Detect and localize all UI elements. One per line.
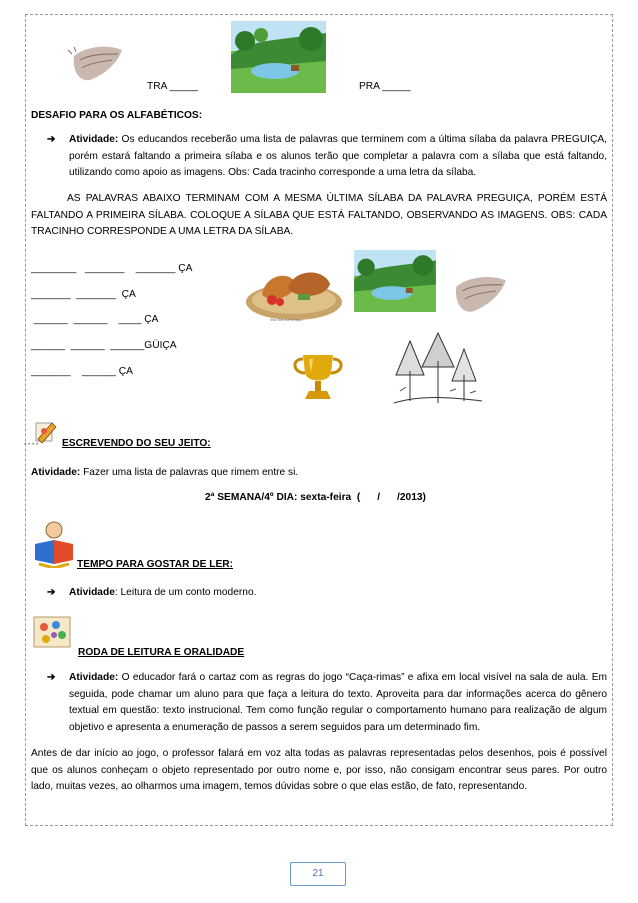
activity-label: Atividade: [69, 587, 115, 598]
activity-label: Atividade:: [69, 134, 119, 145]
activity-text: Os educandos receberão uma lista de palavras que terminem com a última sílaba da palavra PREGUIÇA, porém estará faltando a primeira sílaba e os alunos terão que completar a palavra com a sílaba que está faltando, utilizando como apoio as imagens. Obs: Cada tracinho corresponde a uma letra da sílaba.: [69, 134, 607, 179]
reading-circle-icon: [32, 611, 72, 651]
arrow-icon: ➔: [47, 672, 56, 683]
stars-decoration: * * * *: [24, 443, 39, 449]
roda-heading: RODA DE LEITURA E ORALIDADE: [78, 647, 245, 658]
activity-label: Atividade:: [31, 467, 81, 478]
trophy-image: [289, 351, 347, 405]
landscape-image: [231, 21, 326, 93]
desafio-instruction: AS PALAVRAS ABAIXO TERMINAM COM A MESMA ÚLTIMA SÍLABA DA PALAVRA PREGUIÇA, PORÉM ESTÁ FALTANDO A PRIMEIRA SÍLABA. COLOQUE A SÍLABA QUE ESTÁ FALTANDO, OBSERVANDO AS IMAGENS. OBS: CADA TRACINHO CORRESPONDE A UMA LETRA DA SÍLABA.: [31, 193, 607, 238]
roda-paragraph: Antes de dar início ao jogo, o professor falará em voz alta todas as palavras representadas pelos desenhos, pois é possível que os alunos conheçam o objeto representado por outro nome e, por isso, não consigam encontrar seus pares. Por outro lado, muitas vezes, ao olharmos uma imagem, temos dúvidas sobre o que elas estão, de fato, representando.: [31, 748, 607, 793]
blank-row-1: ________ _______ _______ ÇA: [31, 263, 193, 274]
activity-text: : Leitura de um conto moderno.: [114, 587, 257, 598]
arrow-icon: ➔: [47, 134, 56, 145]
forest-sketch-image: [390, 331, 484, 409]
writing-pencil-icon: [32, 419, 58, 445]
desafio-heading: DESAFIO PARA OS ALFABÉTICOS:: [31, 110, 203, 121]
activity-label: Atividade:: [69, 672, 119, 683]
pra-label: PRA _____: [359, 81, 411, 92]
gostar-heading: TEMPO PARA GOSTAR DE LER:: [77, 559, 234, 570]
semana-label: 2ª SEMANA/4º DIA: sexta-feira ( / /2013): [205, 492, 426, 503]
blank-row-5: _______ ______ ÇA: [31, 366, 133, 377]
arrow-icon: ➔: [47, 587, 56, 598]
moth-image-2: [448, 270, 510, 320]
blank-row-2: _______ _______ ÇA: [31, 289, 136, 300]
gostar-activity: [47, 585, 607, 602]
moth-image: [66, 40, 126, 88]
reading-child-icon: [31, 520, 77, 568]
blank-row-4: ______ ______ ______GÜIÇA: [31, 340, 177, 351]
landscape-image-2: [354, 250, 436, 312]
image-caption: ilha dos bons tapa: [270, 317, 303, 322]
page-number: 21: [290, 862, 346, 886]
blank-row-3: ______ ______ ____ ÇA: [31, 314, 159, 325]
escrevendo-activity: [31, 465, 298, 482]
activity-text: Fazer uma lista de palavras que rimem entre si.: [80, 467, 299, 478]
escrevendo-heading: ESCREVENDO DO SEU JEITO:: [62, 438, 211, 449]
roda-activity: [47, 670, 607, 736]
tra-label: TRA _____: [147, 81, 198, 92]
desafio-activity: [47, 132, 607, 182]
activity-text: O educador fará o cartaz com as regras do jogo “Caça-rimas” e afixa em local visível na sala de aula. Em seguida, pode chamar um aluno para que faça a leitura do texto. Aproveita para dar informações acerca do gênero textual em questão: texto instrucional. Tem como função regular o comportamento humano para realização de algum objetivo e apresenta a enumeração de passos a serem seguidos para um determinado fim.: [69, 672, 607, 733]
